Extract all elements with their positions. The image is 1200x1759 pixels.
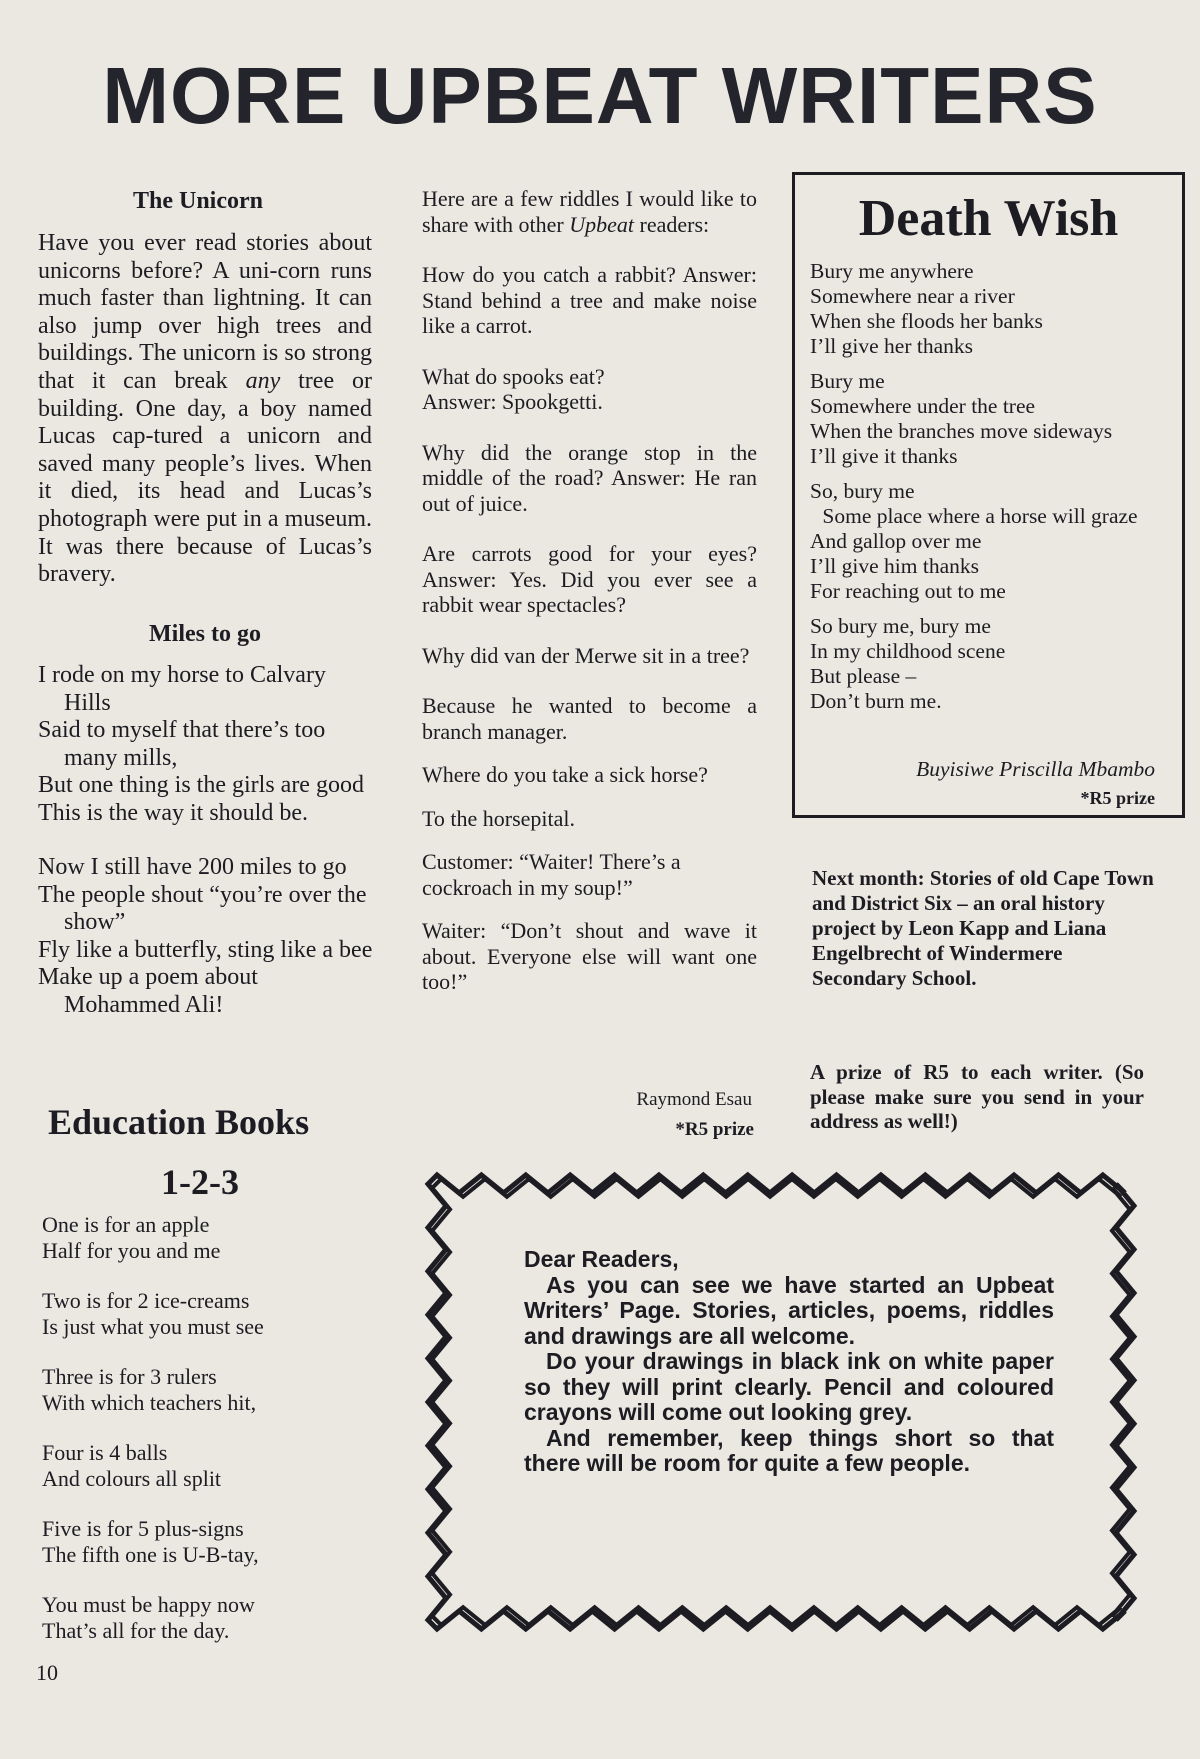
death-wish-poem xyxy=(810,259,1150,714)
riddle-item: Customer: “Waiter! There’s a cockroach in my soup!” xyxy=(422,849,681,900)
readers-notice-box xyxy=(416,1163,1146,1641)
poem-line: Five is for 5 plus-signs xyxy=(42,1516,244,1541)
poem-line: So, bury me xyxy=(810,479,915,503)
poem-line: I’ll give it thanks xyxy=(810,444,958,468)
poem-line: Somewhere near a river xyxy=(810,284,1015,308)
death-wish-prize: *R5 prize xyxy=(1080,788,1155,808)
unicorn-title: The Unicorn xyxy=(132,188,263,214)
poem-line: When she floods her banks xyxy=(810,309,1043,333)
poem-line: You must be happy now xyxy=(42,1592,255,1617)
page-number: 10 xyxy=(36,1660,58,1685)
unicorn-text-b: tree or building. One day, a boy named Lucas cap-tured a unicorn and saved many people’s lives. When it died, its head and Lucas’s photograph were put in a museum. It was there because of Lucas’s bravery. xyxy=(38,367,372,588)
death-wish-box xyxy=(792,172,1185,818)
riddle-item: How do you catch a rabbit? Answer: Stand behind a tree and make noise like a carrot. xyxy=(422,262,757,338)
unicorn-emphasis: any xyxy=(245,367,281,394)
poem-line: Half for you and me xyxy=(42,1237,221,1263)
poem-line: Said to myself that there’s too many mills, xyxy=(38,717,326,771)
poem-stanza xyxy=(810,369,1150,469)
riddle-item: Because he wanted to become a branch manager. xyxy=(422,693,757,744)
poem-line: But please – xyxy=(810,664,917,688)
notice-paragraph: And remember, keep things short so that there will be room for quite a few people. xyxy=(524,1424,1054,1476)
poem-line: Don’t burn me. xyxy=(810,689,942,713)
poem-stanza xyxy=(810,259,1150,359)
poem-line: Bury me xyxy=(810,369,885,393)
riddle-item: Waiter: “Don’t shout and wave it about. Everyone else will want one too!” xyxy=(422,918,757,994)
death-wish-title: Death Wish xyxy=(858,190,1119,247)
poem-stanza xyxy=(42,1592,382,1643)
page-title: MORE UPBEAT WRITERS xyxy=(102,51,1098,140)
poem-line: Some place where a horse will graze xyxy=(822,504,1138,528)
education-subtitle: 1-2-3 xyxy=(161,1162,239,1202)
riddles-prize: *R5 prize xyxy=(675,1119,754,1140)
poem-line: But one thing is the girls are good xyxy=(38,772,364,798)
poem-line: For reaching out to me xyxy=(810,579,1006,603)
riddle-item: Where do you take a sick horse? xyxy=(422,762,708,787)
poem-stanza xyxy=(42,1212,382,1263)
poem-stanza xyxy=(42,1516,382,1567)
riddle-item: Why did the orange stop in the middle of the road? Answer: He ran out of juice. xyxy=(422,439,757,516)
poem-line: So bury me, bury me xyxy=(810,614,991,638)
riddles-intro-end: readers: xyxy=(634,211,710,237)
poem-line: This is the way it should be. xyxy=(38,799,308,826)
poem-stanza xyxy=(810,479,1150,604)
poem-stanza xyxy=(810,614,1150,714)
poem-line: I’ll give her thanks xyxy=(810,334,973,358)
prize-note: A prize of R5 to each writer. (So please make sure you send in your address as well!) xyxy=(810,1060,1144,1133)
poem-line: One is for an apple xyxy=(42,1212,210,1237)
riddles-intro xyxy=(422,186,757,237)
poem-line: Is just what you must see xyxy=(42,1313,264,1339)
poem-line: Now I still have 200 miles to go xyxy=(38,854,347,880)
poem-stanza xyxy=(42,1288,382,1339)
riddles-intro-text: Here are a few riddles I would like to share with other xyxy=(422,186,757,237)
poem-line: I rode on my horse to Calvary Hills xyxy=(38,662,326,716)
poem-line: In my childhood scene xyxy=(810,639,1006,663)
death-wish-author: Buyisiwe Priscilla Mbambo xyxy=(916,757,1155,781)
notice-paragraph: Do your drawings in black ink on white paper so they will print clearly. Pencil and coloured crayons will come out looking grey. xyxy=(524,1348,1054,1425)
poem-line: When the branches move sideways xyxy=(810,419,1113,443)
poem-stanza xyxy=(42,1364,382,1415)
readers-notice xyxy=(524,1247,1054,1477)
poem-stanza xyxy=(42,1440,382,1491)
poem-line: The fifth one is U-B-tay, xyxy=(42,1541,259,1567)
notice-paragraph: As you can see we have started an Upbeat Writers’ Page. Stories, articles, poems, riddles and drawings are all welcome. xyxy=(524,1271,1054,1349)
poem-line: The people shout “you’re over the show” xyxy=(38,881,367,935)
riddle-item: Why did van der Merwe sit in a tree? xyxy=(422,642,750,668)
poem-line: With which teachers hit, xyxy=(42,1389,257,1415)
miles-poem xyxy=(38,662,376,1019)
miles-title: Miles to go xyxy=(149,621,261,647)
poem-line: Two is for 2 ice-creams xyxy=(42,1288,250,1313)
poem-line: That’s all for the day. xyxy=(42,1617,230,1643)
riddle-item: Are carrots good for your eyes? Answer: Yes. Did you ever see a rabbit wear spectacles? xyxy=(422,541,757,617)
riddles-column xyxy=(422,186,757,995)
poem-line: Somewhere under the tree xyxy=(810,394,1036,418)
notice-salutation: Dear Readers, xyxy=(524,1246,679,1272)
poem-line: Make up a poem about Mohammed Ali! xyxy=(38,964,258,1018)
poem-line: Three is for 3 rulers xyxy=(42,1364,217,1389)
education-poem xyxy=(42,1212,382,1653)
education-title: Education Books xyxy=(48,1102,310,1142)
poem-line: Bury me anywhere xyxy=(810,259,974,283)
poem-line: Four is 4 balls xyxy=(42,1440,168,1465)
riddle-item: What do spooks eat? Answer: Spookgetti. xyxy=(422,363,605,414)
poem-line: And colours all split xyxy=(42,1465,222,1491)
riddles-author: Raymond Esau xyxy=(636,1089,752,1110)
unicorn-text-a: Have you ever read stories about unicorns before? A uni-corn runs much faster than lightning. It can also jump over high trees and buildings. The unicorn is so strong that it can break xyxy=(38,230,372,394)
riddles-intro-emphasis: Upbeat xyxy=(569,211,634,237)
unicorn-story xyxy=(38,230,372,589)
poem-line: Fly like a butterfly, sting like a bee xyxy=(38,936,373,963)
riddle-item: To the horsepital. xyxy=(422,805,576,831)
next-month-notice: Next month: Stories of old Cape Town and District Six – an oral history project by Leon Kapp and Liana Engelbrecht of Windermere Secondary School. xyxy=(812,866,1154,990)
poem-line: I’ll give him thanks xyxy=(810,554,979,578)
poem-line: And gallop over me xyxy=(810,529,982,553)
